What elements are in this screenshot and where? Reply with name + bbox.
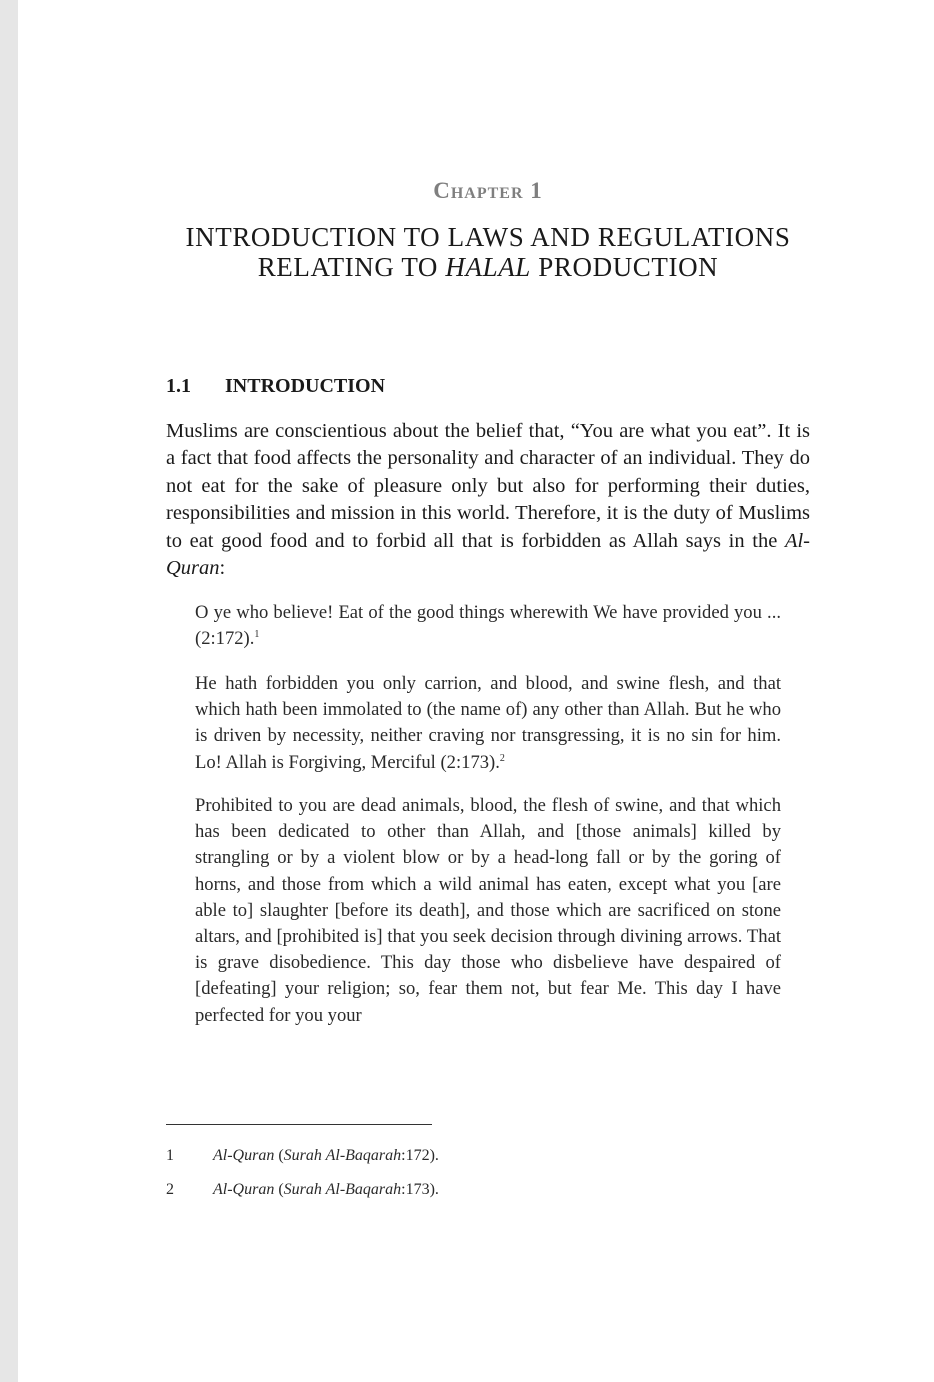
intro-paragraph: Muslims are conscientious about the belief that, “You are what you eat”. It is a fact that food affects the personality and character of an individual. They do not eat for the sake of pleasure only but also for performing their duties, responsibilities and mission in this world. Therefore, it is the duty of Muslims to eat good food and to forbid all that is forbidden as Allah says in the Al-Quran: (166, 420, 810, 580)
footnote-2: 2 Al-Quran (Surah Al-Baqarah:173). (166, 1181, 439, 1198)
footnote-separator (166, 1124, 432, 1125)
section-heading (166, 373, 385, 399)
footnote-ref-2[interactable]: 2 (499, 752, 505, 764)
chapter-title-emphasis: HALAL (445, 252, 531, 282)
footnote-number: 2 (166, 1181, 174, 1198)
footnote-number: 1 (166, 1147, 174, 1164)
block-quote-2: He hath forbidden you only carrion, and blood, and swine flesh, and that which hath been immolated to (the name of) any other than Allah. But he who is driven by necessity, neither craving nor transgressing, it is no sin for him. Lo! Allah is Forgiving, Merciful (2:173).$^2$ (195, 673, 781, 773)
footnote-ref-1[interactable]: 1 (254, 629, 260, 641)
chapter-title (160, 222, 816, 282)
section-number: 1.1 (166, 375, 191, 397)
section-title: INTRODUCTION (225, 375, 386, 397)
chapter-title-line-2: RELATING TO HALAL PRODUCTION (257, 252, 719, 282)
intro-emphasis: Al-Quran (166, 529, 810, 580)
page-margin-strip (0, 0, 18, 1382)
block-quote-1: O ye who believe! Eat of the good things wherewith We have provided you ... (2:172).$^1$ (195, 602, 781, 650)
block-quote-3: Prohibited to you are dead animals, blood, the flesh of swine, and that which has been dedicated to other than Allah, and [those animals] killed by strangling or by a violent blow or by a head-long fall or by the goring of horns, and those from which a wild animal has eaten, except what you [are able to] slaughter [before its death], and those which are sacrificed on stone altars, and [prohibited is] that you seek decision through divining arrows. That is grave disobedience. This day those who disbelieve have despaired of [defeating] your religion; so, fear them not, but fear Me. This day I have perfected for you your (195, 795, 781, 1026)
footnote-1: 1 Al-Quran (Surah Al-Baqarah:172). (166, 1147, 439, 1164)
chapter-title-line-1: INTRODUCTION TO LAWS AND REGULATIONS (185, 222, 791, 252)
chapter-label: Chapter 1 (433, 178, 543, 203)
